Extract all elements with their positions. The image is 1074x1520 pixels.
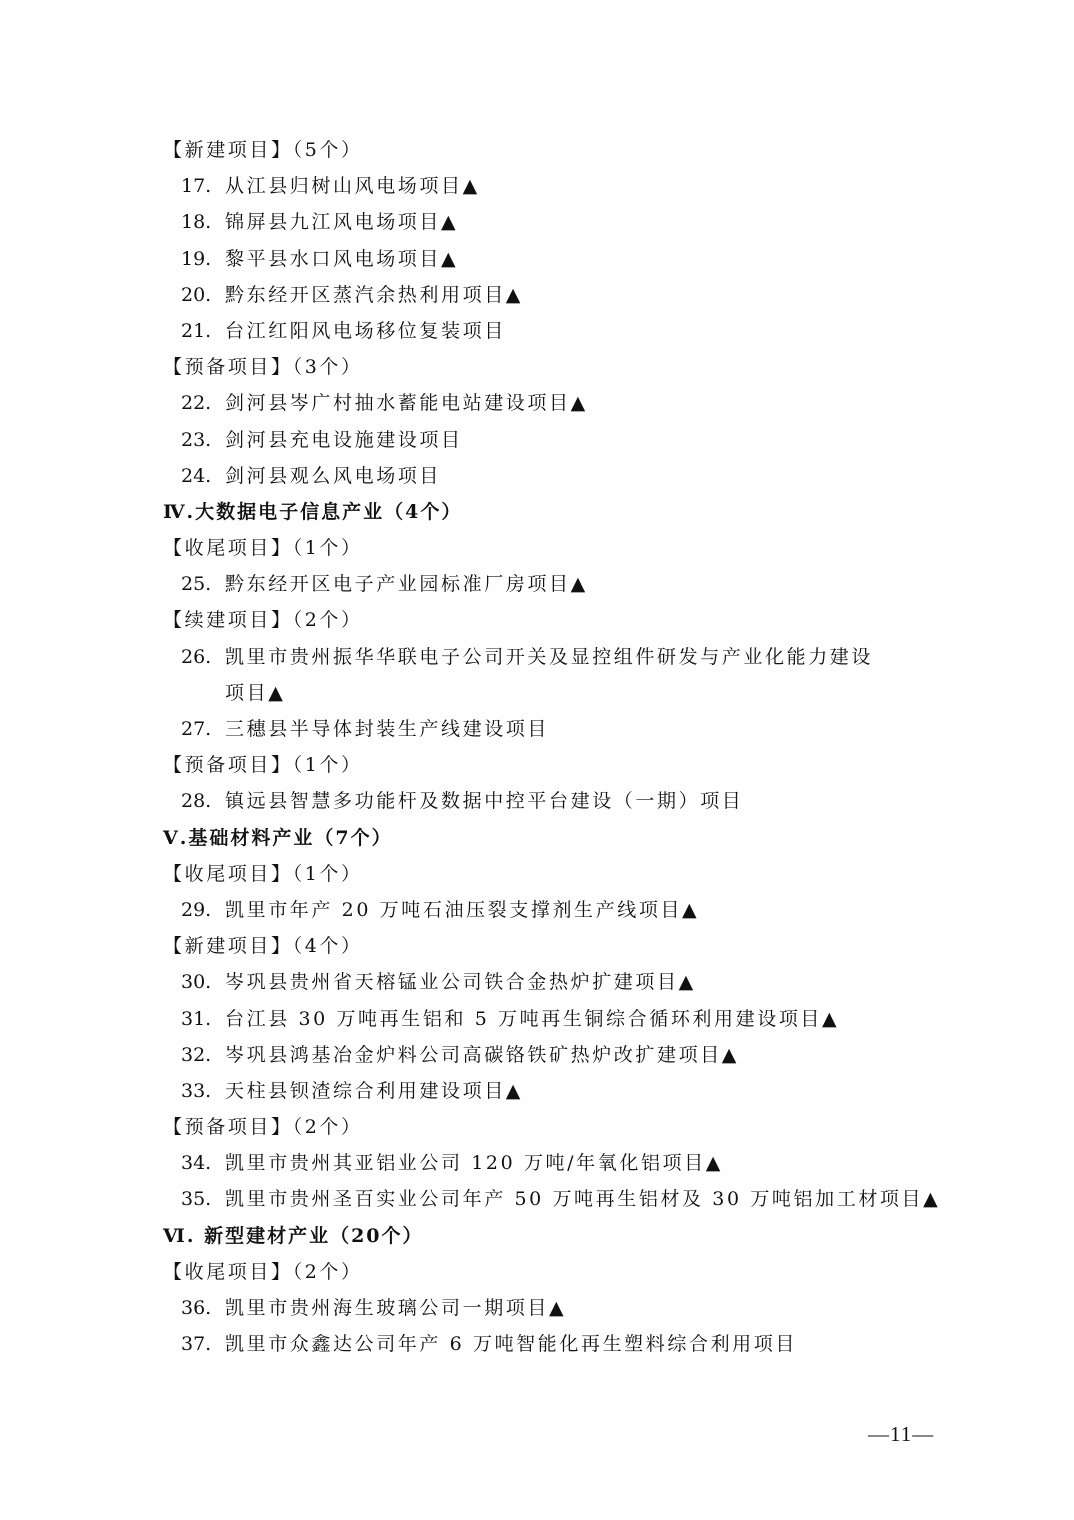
project-item — [163, 1037, 943, 1073]
section-heading: Ⅳ.大数据电子信息产业（4个） — [163, 500, 463, 523]
item-text: 镇远县智慧多功能杆及数据中控平台建设（一期）项目 — [225, 790, 744, 813]
item-number: 35. — [181, 1188, 212, 1211]
item-text: 剑河县充电设施建设项目 — [225, 428, 463, 451]
item-text: 凯里市年产 20 万吨石油压裂支撑剂生产线项目▲ — [225, 898, 700, 921]
project-item — [163, 892, 943, 928]
item-text: 凯里市贵州圣百实业公司年产 50 万吨再生铝材及 30 万吨铝加工材项目▲ — [225, 1188, 941, 1211]
project-item — [163, 168, 943, 204]
project-item — [163, 277, 943, 313]
group-heading: 【收尾项目】（1个） — [163, 537, 363, 560]
project-item — [163, 566, 943, 602]
item-number: 33. — [181, 1079, 212, 1102]
page-number: —11— — [868, 1422, 935, 1446]
item-text: 黔东经开区电子产业园标准厂房项目▲ — [225, 573, 588, 596]
group-heading: 【预备项目】（3个） — [163, 356, 363, 379]
group-heading: 【收尾项目】（2个） — [163, 1260, 363, 1283]
item-number: 23. — [181, 428, 212, 451]
project-item — [163, 639, 943, 675]
item-text: 黔东经开区蒸汽余热利用项目▲ — [225, 283, 524, 306]
item-text: 台江红阳风电场移位复装项目 — [225, 319, 506, 342]
group-heading: 【新建项目】（5个） — [163, 139, 363, 161]
project-item — [163, 204, 943, 240]
item-text: 锦屏县九江风电场项目▲ — [225, 211, 459, 234]
item-number: 24. — [181, 464, 212, 487]
section-heading: Ⅴ.基础材料产业（7个） — [163, 826, 393, 849]
project-item — [163, 313, 943, 349]
item-text: 剑河县观么风电场项目 — [225, 464, 442, 487]
item-number: 25. — [181, 573, 212, 596]
item-text: 剑河县岑广村抽水蓄能电站建设项目▲ — [225, 392, 588, 415]
project-item — [163, 458, 943, 494]
group-heading: 【续建项目】（2个） — [163, 609, 363, 632]
item-text: 台江县 30 万吨再生铝和 5 万吨再生铜综合循环利用建设项目▲ — [225, 1007, 840, 1030]
item-text: 凯里市众鑫达公司年产 6 万吨智能化再生塑料综合利用项目 — [225, 1333, 797, 1356]
item-number: 27. — [181, 718, 212, 740]
item-text: 黎平县水口风电场项目▲ — [225, 247, 459, 270]
item-text: 从江县归树山风电场项目▲ — [225, 175, 480, 198]
group-heading: 【新建项目】（4个） — [163, 935, 363, 958]
item-text: 凯里市贵州振华华联电子公司开关及显控组件研发与产业化能力建设 — [225, 645, 874, 668]
project-item-continuation: 项目▲ — [225, 681, 286, 704]
item-number: 18. — [181, 211, 212, 234]
project-item — [163, 1181, 943, 1217]
item-number: 20. — [181, 283, 212, 306]
item-number: 31. — [181, 1007, 212, 1030]
project-item — [163, 964, 943, 1000]
item-text: 凯里市贵州其亚铝业公司 120 万吨/年氧化铝项目▲ — [225, 1152, 723, 1175]
project-item — [163, 422, 943, 458]
project-item — [163, 1290, 943, 1326]
item-number: 22. — [181, 392, 212, 415]
item-text: 岑巩县贵州省天榕锰业公司铁合金热炉扩建项目▲ — [225, 971, 696, 994]
project-item — [163, 711, 943, 747]
section-heading: Ⅵ. 新型建材产业（20个） — [163, 1224, 424, 1247]
item-text: 凯里市贵州海生玻璃公司一期项目▲ — [225, 1297, 567, 1319]
item-number: 36. — [181, 1297, 212, 1319]
project-item — [163, 1145, 943, 1181]
item-number: 19. — [181, 247, 212, 270]
item-number: 34. — [181, 1152, 212, 1175]
project-list — [163, 132, 943, 1362]
item-number: 17. — [181, 175, 212, 198]
item-number: 37. — [181, 1333, 212, 1356]
item-text: 天柱县钡渣综合利用建设项目▲ — [225, 1079, 524, 1102]
item-number: 21. — [181, 319, 212, 342]
item-text: 三穗县半导体封装生产线建设项目 — [225, 718, 550, 740]
project-item — [163, 241, 943, 277]
group-heading: 【收尾项目】（1个） — [163, 862, 363, 885]
project-item — [163, 1073, 943, 1109]
item-text: 岑巩县鸿基冶金炉料公司高碳铬铁矿热炉改扩建项目▲ — [225, 1043, 740, 1066]
project-item — [163, 1326, 943, 1362]
project-item — [163, 385, 943, 421]
group-heading: 【预备项目】（2个） — [163, 1116, 363, 1139]
item-number: 28. — [181, 790, 212, 813]
project-item — [163, 783, 943, 819]
item-number: 32. — [181, 1043, 212, 1066]
item-number: 29. — [181, 898, 212, 921]
item-number: 30. — [181, 971, 212, 994]
project-item — [163, 1001, 943, 1037]
item-number: 26. — [181, 645, 212, 668]
group-heading: 【预备项目】（1个） — [163, 754, 363, 777]
